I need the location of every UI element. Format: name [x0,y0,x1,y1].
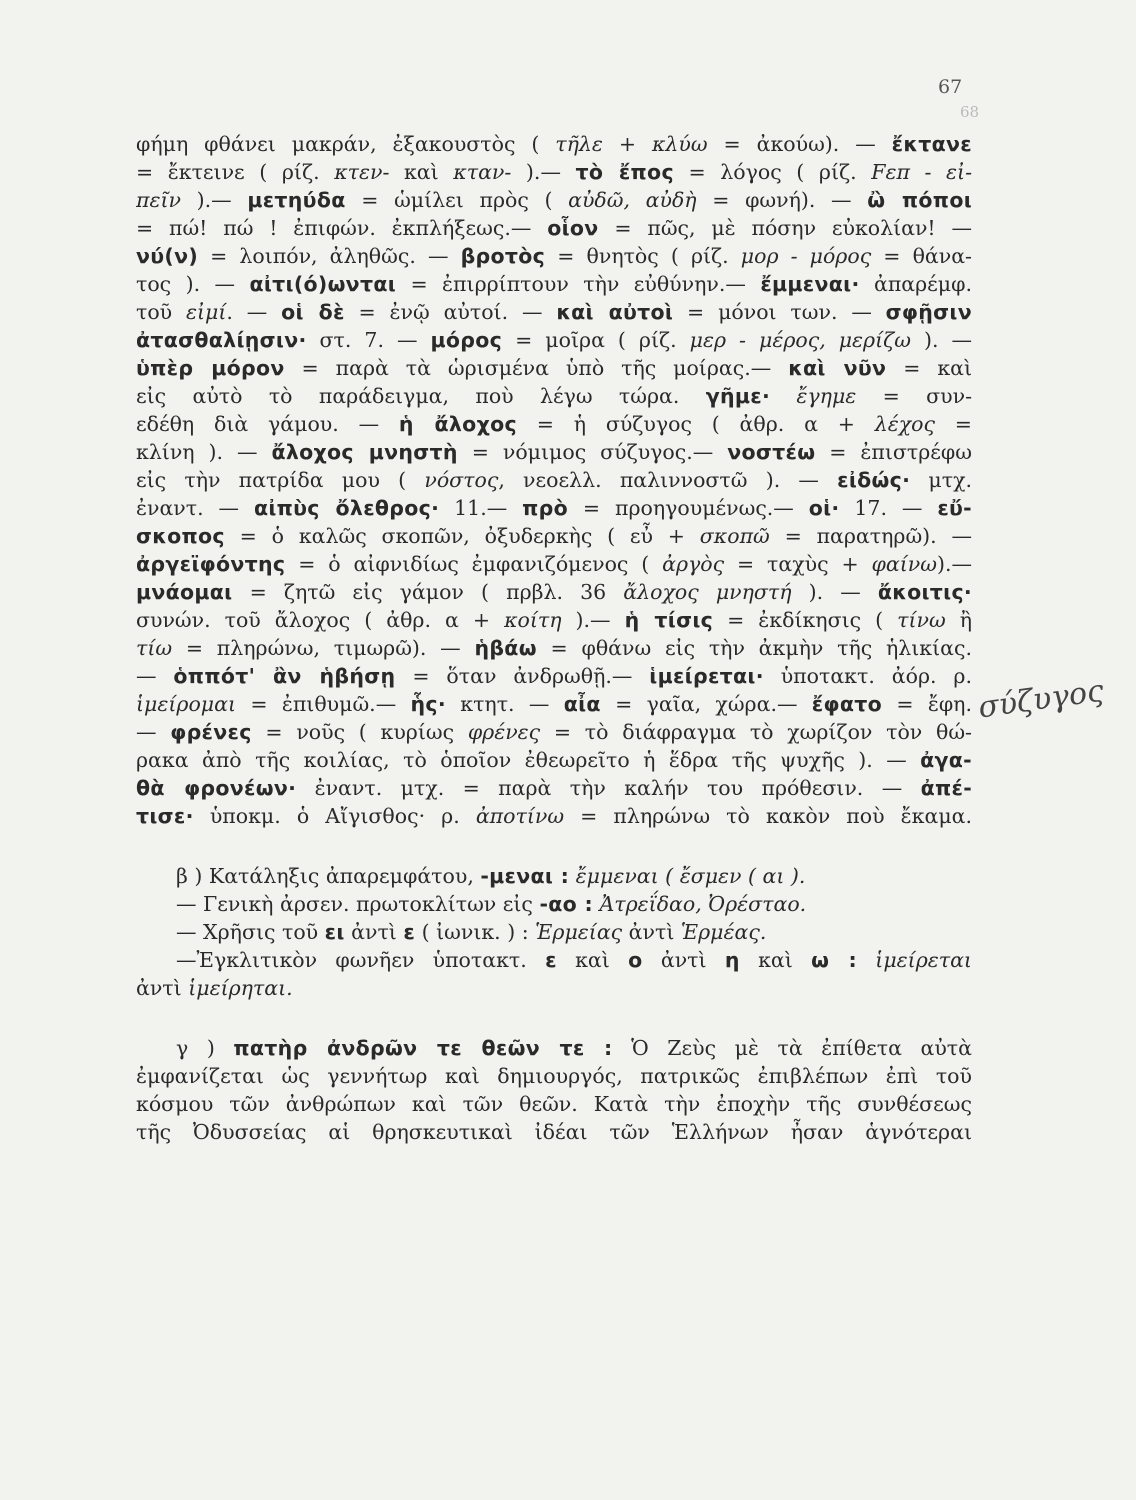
text-line: —Ἐγκλιτικὸν φωνῆεν ὑποτακτ. ε καὶ ο ἀντὶ η καὶ ω : ἱμείρεται [176,948,972,972]
bleed-through-page-number: 68 [960,103,980,121]
text-line: εἰς αὐτὸ τὸ παράδειγμα, ποὺ λέγω τώρα. γῆμε· ἔγημε = συν- [136,384,972,408]
text-line: πεῖν ).— μετηύδα = ὡμίλει πρὸς ( αὐδῶ, αὐδὴ = φωνή). — ὢ πόποι [136,188,972,212]
text-line: φήμη φθάνει μακράν, ἐξακουστὸς ( τῆλε + κλύω = ἀκούω). — ἔκτανε [136,132,972,156]
text-line: ἐμφανίζεται ὡς γεννήτωρ καὶ δημιουργός, πατρικῶς ἐπιβλέπων ἐπὶ τοῦ [136,1064,972,1088]
text-line: = πώ! πώ ! ἐπιφών. ἐκπλήξεως.— οἷον = πῶς, μὲ πόσην εὐκολίαν! — [136,216,972,240]
text-line: — Γενικὴ ἀρσεν. πρωτοκλίτων εἰς -αο : Ἀτρεΐδαο, Ὀρέσταο. [176,892,807,916]
text-line: τισε· ὑποκμ. ὁ Αἴγισθος· ρ. ἀποτίνω = πληρώνω τὸ κακὸν ποὺ ἔκαμα. [136,804,972,828]
text-line: ἀργεϊφόντης = ὁ αἰφνιδίως ἐμφανιζόμενος ( ἀργὸς = ταχὺς + φαίνω).— [136,552,972,576]
text-line: ἐναντ. — αἰπὺς ὄλεθρος· 11.— πρὸ = προηγουμένως.— οἱ· 17. — εὔ- [136,496,972,520]
text-line: ἀντὶ ἱμείρηται. [136,976,293,1000]
text-line: — ὁππότ' ἂν ἡβήσῃ = ὅταν ἀνδρωθῇ.— ἱμείρεται· ὑποτακτ. ἀόρ. ρ. [136,664,972,688]
text-line: ἀτασθαλίῃσιν· στ. 7. — μόρος = μοῖρα ( ρίζ. μερ - μέρος, μερίζω ). — [136,328,972,352]
text-line: κόσμου τῶν ἀνθρώπων καὶ τῶν θεῶν. Κατὰ τὴν ἐποχὴν τῆς συνθέσεως [136,1092,972,1116]
text-line: τῆς Ὀδυσσείας αἱ θρησκευτικαὶ ἰδέαι τῶν Ἑλλήνων ἦσαν ἁγνότεραι [136,1120,972,1144]
text-line: β ) Κατάληξις ἀπαρεμφάτου, -μεναι : ἔμμεναι ( ἔσμεν ( αι ). [176,864,806,888]
text-line: — Χρῆσις τοῦ ει ἀντὶ ε ( ἰωνικ. ) : Ἑρμείας ἀντὶ Ἑρμέας. [176,920,767,944]
text-line: ρακα ἀπὸ τῆς κοιλίας, τὸ ὁποῖον ἐθεωρεῖτο ἡ ἕδρα τῆς ψυχῆς ). — ἀγα- [136,748,972,772]
text-line: = ἔκτεινε ( ρίζ. κτεν- καὶ κταν- ).— τὸ ἔπος = λόγος ( ρίζ. Fεπ - εἰ- [136,160,972,184]
text-line: τίω = πληρώνω, τιμωρῶ). — ἡβάω = φθάνω εἰς τὴν ἀκμὴν τῆς ἡλικίας. [136,636,972,660]
page-number: 67 [938,76,963,98]
text-line: ὑπὲρ μόρον = παρὰ τὰ ὡρισμένα ὑπὸ τῆς μοίρας.— καὶ νῦν = καὶ [136,356,972,380]
text-line: εδέθη διὰ γάμου. — ἡ ἄλοχος = ἡ σύζυγος ( ἀθρ. α + λέχος = [136,412,972,436]
text-line: ἱμείρομαι = ἐπιθυμῶ.— ἧς· κτητ. — αἶα = γαῖα, χώρα.— ἔφατο = ἔφη. [136,692,972,716]
text-line: εἰς τὴν πατρίδα μου ( νόστος, νεοελλ. παλιννοστῶ ). — εἰδώς· μτχ. [136,468,972,492]
text-line: κλίνη ). — ἄλοχος μνηστὴ = νόμιμος σύζυγος.— νοστέω = ἐπιστρέφω [136,440,972,464]
text-line: τοῦ εἰμί. — οἱ δὲ = ἐνῷ αὐτοί. — καὶ αὐτοὶ = μόνοι των. — σφῇσιν [136,300,972,324]
text-line: — φρένες = νοῦς ( κυρίως φρένες = τὸ διάφραγμα τὸ χωρίζον τὸν θώ- [136,720,972,744]
text-line: γ ) πατὴρ ἀνδρῶν τε θεῶν τε : Ὁ Ζεὺς μὲ τὰ ἐπίθετα αὐτὰ [176,1036,972,1060]
text-line: σκοπος = ὁ καλῶς σκοπῶν, ὀξυδερκὴς ( εὖ + σκοπῶ = παρατηρῶ). — [136,524,972,548]
text-line: μνάομαι = ζητῶ εἰς γάμον ( πρβλ. 36 ἄλοχος μνηστή ). — ἄκοιτις· [136,580,972,604]
text-line: νύ(ν) = λοιπόν, ἀληθῶς. — βροτὸς = θνητὸς ( ρίζ. μορ - μόρος = θάνα- [136,244,972,268]
text-line: τος ). — αἰτι(ό)ωνται = ἐπιρρίπτουν τὴν εὐθύνην.— ἔμμεναι· ἀπαρέμφ. [136,272,972,296]
text-line: θὰ φρονέων· ἐναντ. μτχ. = παρὰ τὴν καλήν του πρόθεσιν. — ἀπέ- [136,776,972,800]
text-line: συνών. τοῦ ἄλοχος ( ἀθρ. α + κοίτη ).— ἡ τίσις = ἐκδίκησις ( τίνω ἢ [136,608,972,632]
handwritten-margin-note: σύζυγος [976,673,1106,726]
